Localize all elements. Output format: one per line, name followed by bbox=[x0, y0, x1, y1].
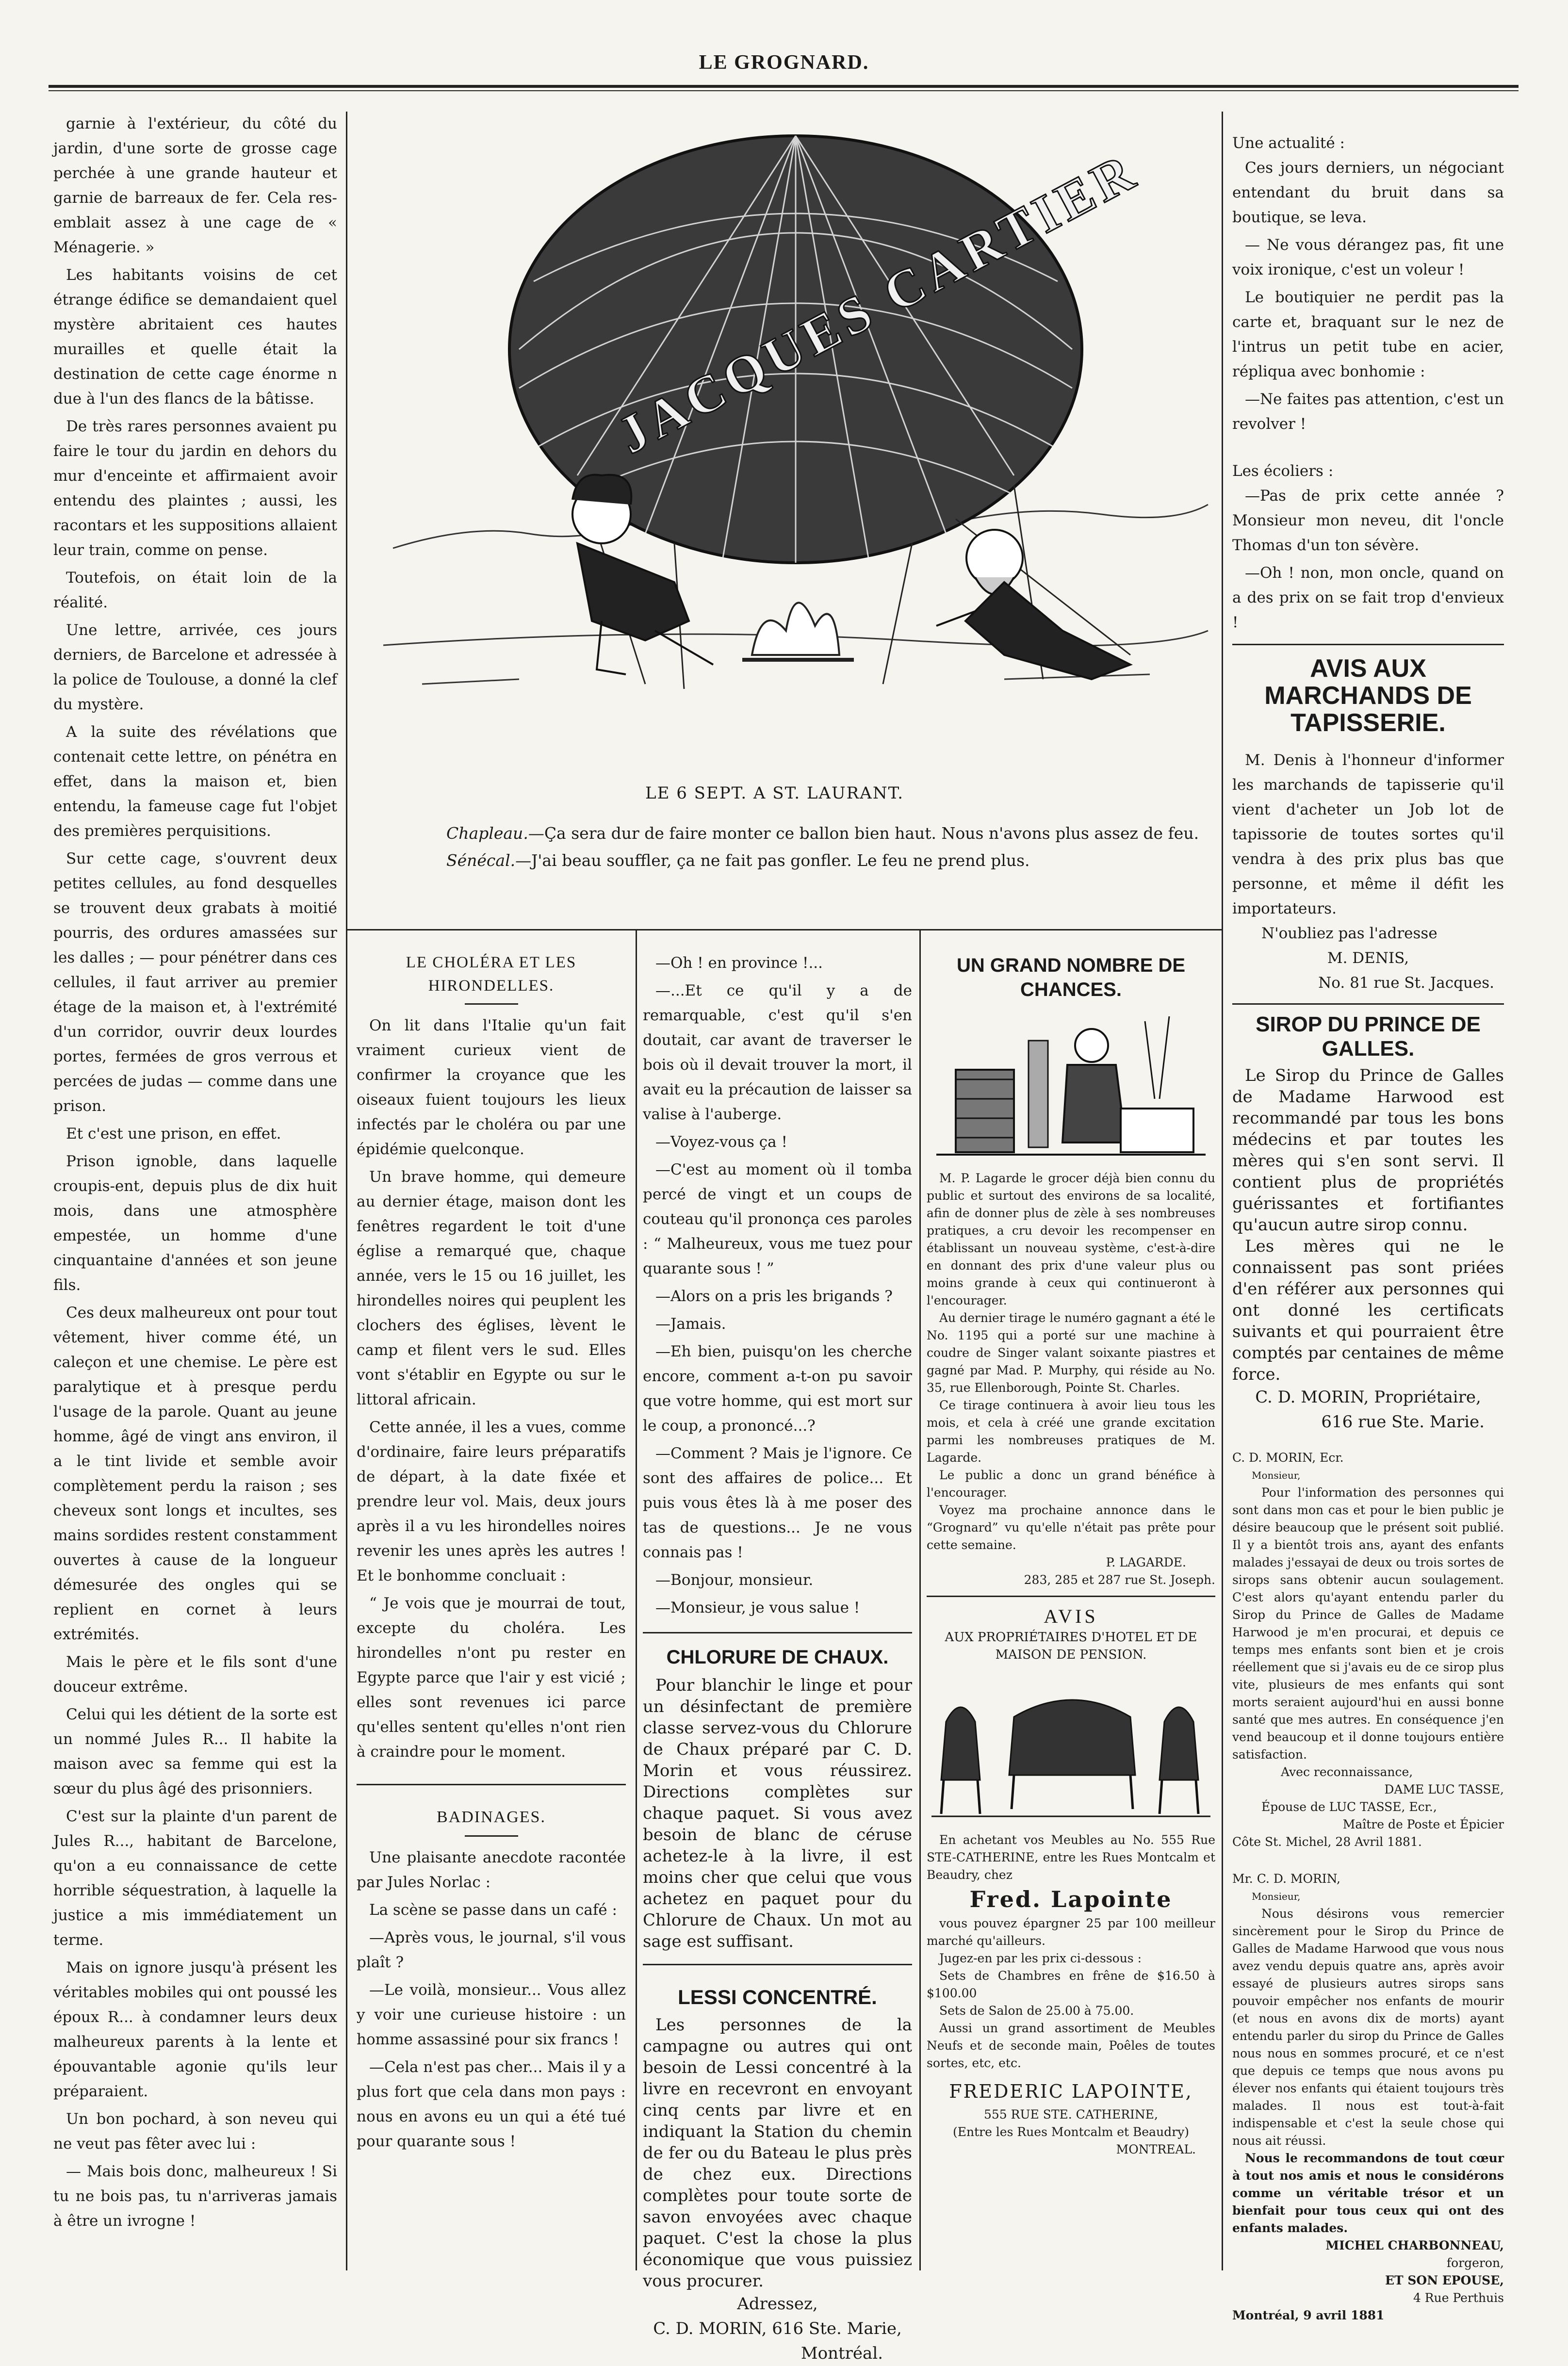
letter1-body: Pour l'information des personnes qui sont dans mon cas et pour le bien public je désire beaucoup que le présent soit publié. Il y a bientôt trois ans, ayant des enfants malades j'essayai de deux ou trois sortes de sirops sans obtenir aucun soulagement. C'est alors qu'ayant entendu parler du Sirop du Prince de Galles de Madame Harwood je m'en procurai, et depuis ce temps mes enfants sont bien et je crois réellement que si j'avais eu de ce sirop plus vite, plusieurs de mes enfants qui sont morts seraient aujourd'hui en aussi bonne santé que mes autres. En conséquence j'en vend beaucoup et il donne toujours entière satisfaction. bbox=[1232, 1485, 1504, 1762]
ecoliers-paragraph: —Oh ! non, mon oncle, quand on a des prix on se fait trop d'envieux ! bbox=[1232, 564, 1504, 631]
avis-tapisserie-heading: AVIS AUX MARCHANDS DE TAPISSERIE. bbox=[1264, 654, 1472, 737]
dialogue-text-1: —Ça sera dur de faire monter ce ballon bien haut. Nous n'avons plus assez de feu. bbox=[528, 824, 1199, 843]
cartoon-caption bbox=[645, 783, 985, 803]
avis-tapisserie-line1: N'oubliez pas l'adresse bbox=[1261, 925, 1437, 942]
heading-rule bbox=[465, 1835, 518, 1837]
chlorure-heading: CHLORURE DE CHAUX. bbox=[666, 1647, 889, 1668]
column-divider bbox=[346, 112, 347, 2270]
badinages-paragraph: —Comment ? Mais je l'ignore. Ce sont des affaires de police... Et puis vous êtes là à me poser des tas de questions... Je ne vous connais pas ! bbox=[643, 1445, 912, 1561]
article-paragraph: Et c'est une prison, en effet. bbox=[66, 1125, 281, 1142]
badinages-paragraph: —Bonjour, monsieur. bbox=[655, 1571, 814, 1589]
article-paragraph: Un bon pochard, à son neveu qui ne veut pas fêter avec lui : bbox=[53, 2110, 337, 2153]
avis-meubles-p1: En achetant vos Meubles au No. 555 Rue STE-CATHERINE, entre les Rues Montcalm et Beaudry, chez bbox=[927, 1833, 1215, 1882]
article-paragraph: A la suite des révélations que contenait cette lettre, on pénétra en effet, dans la maison et, bien entendu, la fameuse cage fut l'objet des premières perquisitions. bbox=[53, 723, 337, 840]
cholera-paragraph: Cette année, il les a vues, comme d'ordinaire, faire leurs préparatifs de départ, à la date fixée et prendre leur vol. Mais, deux jours après il a vu les hirondelles noires revenir les unes après les autres ! Et le bonhomme concluait : bbox=[357, 1419, 626, 1584]
column-5 bbox=[1232, 131, 1504, 2322]
lessi-address-3: Montréal. bbox=[800, 2344, 883, 2363]
article-paragraph: Les habitants voisins de cet étrange édifice se demandaient quel mystère abritaient ces hautes murailles et quelle était la destination de cette cage énorme n due à l'un des flancs de la bâtisse. bbox=[53, 266, 337, 408]
cholera-paragraph: Un brave homme, qui demeure au dernier étage, maison dont les fenêtres regardent le toit d'une église a remarqué que, chaque année, vers le 15 ou 16 juillet, les hirondelles noires qui peuplent les clochers des églises, lèvent le camp et filent vers le sud. Elles vont s'établir en Egypte ou sur le littoral africain. bbox=[357, 1168, 626, 1408]
top-rule-thin bbox=[49, 90, 1519, 91]
ecoliers-body bbox=[1232, 484, 1504, 635]
article-paragraph: Mais on ignore jusqu'à présent les véritables mobiles qui ont poussé les époux R... à condamner leurs deux malheureux parents à la lente et épouvantable agonie qu'ils leur préparaient. bbox=[53, 1959, 337, 2100]
avis-meubles-address-1: 555 RUE STE. CATHERINE, bbox=[983, 2107, 1158, 2121]
chlorure-text: Pour blanchir le linge et pour un désinfectant de première classe servez-vous du Chlorure de Chaux préparé par C. D. Morin et vous réussirez. Directions complètes sur chaque paquet. Si vous avez besoin de blanc de céruse achetez-le à la livre, il est moins cher que celui que vous achetez en paquet pour du Chlorure de Chaux. Un mot au sage est suffisant. bbox=[643, 1676, 912, 1951]
article-paragraph: garnie à l'extérieur, du côté du jardin, d'une sorte de grosse cage perchée à une grande hauteur et garnie de barreaux de fer. Cela res-emblait assez à une cage de « Ménagerie. » bbox=[53, 115, 337, 256]
badinages-body bbox=[357, 1845, 626, 2154]
chances-address: 283, 285 et 287 rue St. Joseph. bbox=[1024, 1573, 1215, 1587]
article-paragraph: Prison ignoble, dans laquelle croupis-ent, depuis plus de dix huit mois, dans une atmosphère empestée, un homme d'une cinquantaine d'années et son jeune fils. bbox=[53, 1153, 337, 1294]
dialogue-text-2: —J'ai beau souffler, ça ne fait pas gonfler. Le feu ne prend plus. bbox=[515, 851, 1030, 870]
cartoon-dialogue bbox=[369, 820, 1203, 874]
article-paragraph: Une lettre, arrivée, ces jours derniers, de Barcelone et adressée à la police de Toulouse, a donné la clef du mystère. bbox=[53, 621, 337, 713]
actualite-paragraph: — Ne vous dérangez pas, fit une voix ironique, c'est un voleur ! bbox=[1232, 236, 1504, 278]
furniture-engraving bbox=[927, 1664, 1215, 1824]
cartoon-drawing bbox=[374, 97, 1218, 786]
avis-tapisserie-text: M. Denis à l'honneur d'informer les marchands de tapisserie qu'il vient d'acheter un Job lot de tapissorie de toutes sortes qu'il vendra à des prix plus bas que personne, et même il défit les importateurs. bbox=[1232, 751, 1504, 917]
article-paragraph: Celui qui les détient de la sorte est un nommé Jules R... Il habite la maison avec sa femme qui est la sœur du plus âgé des prisonniers. bbox=[53, 1706, 337, 1797]
badinages-paragraph: —C'est au moment où il tomba percé de vingt et un coups de couteau qu'il prononça ces paroles : “ Malheureux, vous me tuez pour quarante sous ! ” bbox=[643, 1161, 912, 1277]
article-paragraph: — Mais bois donc, malheureux ! Si tu ne bois pas, tu n'arriveras jamais à être un ivrogne ! bbox=[53, 2163, 337, 2230]
actualite-body bbox=[1232, 156, 1504, 437]
avis-meubles-p2: vous pouvez épargner 25 par 100 meilleur marché qu'ailleurs. bbox=[927, 1916, 1215, 1948]
column-4 bbox=[927, 953, 1215, 2273]
dialogue-line-1 bbox=[369, 820, 1203, 847]
speaker-senecal: Sénécal. bbox=[446, 851, 516, 870]
column-divider bbox=[919, 930, 921, 2270]
sirop-heading: SIROP DU PRINCE DE GALLES. bbox=[1256, 1012, 1481, 1061]
letter2-sig-4: 4 Rue Perthuis bbox=[1413, 2291, 1504, 2305]
badinages-paragraph: —Le voilà, monsieur... Vous allez y voir une curieuse histoire : un homme assassiné pour six francs ! bbox=[357, 1981, 626, 2048]
cholera-heading: LE CHOLÉRA ET LES HIRONDELLES. bbox=[406, 954, 577, 995]
badinages-paragraph: —Oh ! en province !... bbox=[655, 954, 823, 972]
lessi-address-1: Adressez, bbox=[737, 2294, 818, 2314]
badinages-paragraph: —...Et ce qu'il y a de remarquable, c'est qu'il s'en doutait, car avant de traverser le bois où il devait trouver la mort, il avait eu la précaution de laisser sa valise à l'auberge. bbox=[643, 982, 912, 1123]
column-divider bbox=[1222, 112, 1223, 2270]
article-paragraph: Mais le père et le fils sont d'une douceur extrême. bbox=[53, 1653, 337, 1696]
article-paragraph: Sur cette cage, s'ouvrent deux petites cellules, au fond desquelles se trouvent deux grabats à moitié pourris, des ordures amassées sur les dalles ; — pour pénétrer dans ces cellules, il faut arriver au premier étage de la maison et, à l'extrémité d'un corridor, ouvrir deux lourdes portes, fermées de gros verrous et percées de judas — comme dans une prison. bbox=[53, 850, 337, 1115]
avis-tapisserie-line2: M. DENIS, bbox=[1327, 949, 1409, 967]
balloon-lettering: JACQUES CARTIER bbox=[608, 140, 1147, 465]
chances-heading: UN GRAND NOMBRE DE CHANCES. bbox=[956, 955, 1186, 1000]
letter1-sig-4: Côte St. Michel, 28 Avril 1881. bbox=[1232, 1835, 1422, 1849]
lessi-heading: LESSI CONCENTRÉ. bbox=[678, 1986, 877, 2008]
letter2-body: Nous désirons vous remercier sincèrement pour le Sirop du Prince de Galles de Madame Harwood que vous nous avez vendu depuis quatre ans, après avoir essayé de plusieurs autres sirops sans pouvoir empêcher nos enfants de mourir (et nous en avons dix de morts) ayant entendu parler du sirop du Prince de Galles nous nous en sommes procuré, et ce n'est que depuis ce temps que nous avons pu élever nos enfants qui étaient toujours très malades. Il nous est tout-à-fait indispensable et c'est la seule chose qui nous ait réussi. bbox=[1232, 1907, 1504, 2148]
avis-meubles-p4: Sets de Chambres en frêne de $16.50 à $100.00 bbox=[927, 1969, 1215, 2000]
column-divider bbox=[636, 930, 637, 2270]
avis-meubles-subheading: AUX PROPRIÉTAIRES D'HOTEL ET DE MAISON DE PENSION. bbox=[945, 1630, 1197, 1662]
chances-signature: P. LAGARDE. bbox=[1106, 1555, 1186, 1569]
badinages-paragraph: —Monsieur, je vous salue ! bbox=[655, 1599, 860, 1616]
actualite-paragraph: —Ne faites pas attention, c'est un revolver ! bbox=[1232, 391, 1504, 433]
badinages-paragraph: —Cela n'est pas cher... Mais il y a plus fort que cela dans mon pays : nous en avons eu un qui a été tué pour quarante sous ! bbox=[357, 2058, 626, 2150]
chances-p2: Au dernier tirage le numéro gagnant a été le No. 1195 qui a porté sur une machine à coudre de Singer valant soixante piastres et gagné par Mad. P. Murphy, qui réside au No. 35, rue Ellenborough, Pointe St. Charles. bbox=[927, 1311, 1215, 1395]
badinages-paragraph: Une plaisante anecdote racontée par Jules Norlac : bbox=[357, 1849, 626, 1891]
sirop-signature-1: C. D. MORIN, Propriétaire, bbox=[1255, 1387, 1481, 1407]
actualite-paragraph: Ces jours derniers, un négociant entendant du bruit dans sa boutique, se leva. bbox=[1232, 159, 1504, 226]
avis-meubles-signature: FREDERIC LAPOINTE, bbox=[949, 2081, 1193, 2102]
column-1-article bbox=[53, 112, 337, 2266]
sirop-signature-2: 616 rue Ste. Marie. bbox=[1321, 1412, 1485, 1432]
sirop-text-1: Le Sirop du Prince de Galles de Madame Harwood est recommandé par tous les bons médecins et par toutes les mères qui s'en sont servi. Il contient plus de propriétés guérissantes et fortifiantes qu'aucun autre sirop connu. bbox=[1232, 1066, 1504, 1235]
lessi-text: Les personnes de la campagne ou autres qui ont besoin de Lessi concentré à la livre en recevront en envoyant cinq cents par livre et en indiquant la Station du chemin de fer ou du Bateau le plus près de chez eux. Directions complètes pour toute sorte de savon envoyées avec chaque paquet. C'est la chose la plus économique que vous puissiez vous procurer. bbox=[643, 2015, 912, 2291]
cholera-body bbox=[357, 1013, 626, 1764]
badinages-paragraph: —Alors on a pris les brigands ? bbox=[655, 1288, 893, 1305]
avis-meubles-address-2: (Entre les Rues Montcalm et Beaudry) bbox=[952, 2125, 1190, 2139]
cholera-paragraph: On lit dans l'Italie qu'un fait vraiment curieux vient de confirmer la croyance que les oiseaux fuient toujours les lieux infectés par le choléra ou par une épidémie quelconque. bbox=[357, 1017, 626, 1158]
masthead: LE GROGNARD. bbox=[699, 51, 869, 74]
badinages-heading: BADINAGES. bbox=[437, 1808, 546, 1826]
letter1-sig-3: Maître de Poste et Épicier bbox=[1342, 1817, 1504, 1831]
letter2-salutation: Monsieur, bbox=[1252, 1891, 1301, 1902]
letter1-closing: Avec reconnaissance, bbox=[1281, 1765, 1413, 1779]
cholera-paragraph: “ Je vois que je mourrai de tout, excepte du choléra. Les hirondelles n'ont pu rester en Egypte parce que l'air y est vicié ; elles sont revenues ici parce qu'elles sentent qu'elles n'ont rien à craindre pour le moment. bbox=[357, 1595, 626, 1761]
grocer-engraving bbox=[927, 1002, 1215, 1162]
avis-meubles-p5: Sets de Salon de 25.00 à 75.00. bbox=[939, 2004, 1134, 2018]
sirop-text-2: Les mères qui ne le connaissent pas sont priées d'en référer aux personnes qui ont donné les certificats suivants et qui pourraient être comptés par centaines de même force. bbox=[1232, 1237, 1504, 1384]
chances-p3: Ce tirage continuera à avoir lieu tous les mois, et cela à créé une grande excitation parmi les nombreuses pratiques de M. Lagarde. bbox=[927, 1398, 1215, 1465]
avis-meubles-name: Fred. Lapointe bbox=[969, 1886, 1173, 1912]
letter2-recipient: Mr. C. D. MORIN, bbox=[1232, 1872, 1340, 1886]
chances-p1: M. P. Lagarde le grocer déjà bien connu du public et surtout des environs de sa localité, afin de donner plus de zèle à ses nombreuses pratiques, a cru devoir les recompenser en établissant un nouveau système, c'est-à-dire en donnant des prix d'une valeur plus ou moins grande à ceux qui continueront à l'encourager. bbox=[927, 1171, 1215, 1307]
ecoliers-heading: Les écoliers : bbox=[1232, 462, 1334, 480]
avis-meubles-p6: Aussi un grand assortiment de Meubles Neufs et de seconde main, Poêles de toutes sortes, etc, etc. bbox=[927, 2021, 1215, 2070]
ecoliers-paragraph: —Pas de prix cette année ? Monsieur mon neveu, dit l'oncle Thomas d'un ton sévère. bbox=[1232, 487, 1504, 554]
article-paragraph: Ces deux malheureux ont pour tout vêtement, hiver comme été, un caleçon et une chemise. Le père est paralytique et à presque perdu l'usage de la parole. Quant au jeune homme, âgé de vingt ans environ, il a le tint livide et semble avoir complètement perdu la raison ; ses cheveux sont longs et incultes, ses mains sordides restent constamment ouvertes à cause de la longueur démesurée des ongles qui se replient en cornet à leurs extrémités. bbox=[53, 1304, 337, 1643]
letter1-salutation: Monsieur, bbox=[1252, 1469, 1301, 1481]
badinages-paragraph: —Voyez-vous ça ! bbox=[655, 1133, 787, 1151]
letter1-recipient: C. D. MORIN, Ecr. bbox=[1232, 1451, 1344, 1465]
avis-meubles-heading: AVIS bbox=[1044, 1605, 1098, 1627]
cartoon-bottom-rule bbox=[346, 929, 1222, 930]
column-3 bbox=[643, 951, 912, 2363]
top-rule bbox=[49, 85, 1519, 88]
column-2 bbox=[357, 951, 626, 2270]
balloon-cartoon bbox=[374, 97, 1218, 786]
letter1-sig-2: Épouse de LUC TASSE, Ecr., bbox=[1261, 1800, 1437, 1814]
letter2-sig-3: ET SON EPOUSE, bbox=[1385, 2273, 1504, 2287]
letter2-sig-2: forgeron, bbox=[1446, 2256, 1504, 2270]
letter2-date: Montréal, 9 avril 1881 bbox=[1232, 2308, 1385, 2322]
avis-meubles-p3: Jugez-en par les prix ci-dessous : bbox=[939, 1951, 1142, 1965]
article-paragraph: C'est sur la plainte d'un parent de Jules R..., habitant de Barcelone, qu'on a eu connaissance de cette horrible séquestration, à laquelle la justice a mis immédiatement un terme. bbox=[53, 1808, 337, 1949]
badinages-continued bbox=[643, 951, 912, 1620]
actualite-heading: Une actualité : bbox=[1232, 134, 1345, 152]
speaker-chapleau: Chapleau. bbox=[446, 824, 528, 843]
letter2-sig-1: MICHEL CHARBONNEAU, bbox=[1325, 2238, 1504, 2252]
avis-meubles-address-3: MONTREAL. bbox=[1116, 2142, 1196, 2156]
letter1-sig-1: DAME LUC TASSE, bbox=[1384, 1782, 1504, 1796]
dialogue-line-2 bbox=[369, 847, 1203, 874]
heading-rule bbox=[465, 1003, 518, 1005]
badinages-paragraph: —Eh bien, puisqu'on les cherche encore, comment a-t-on pu savoir que votre homme, qui est mort sur le coup, a prononcé...? bbox=[643, 1343, 912, 1435]
chances-p5: Voyez ma prochaine annonce dans le “Grognard” vu qu'elle n'était pas prête pour cette semaine. bbox=[927, 1503, 1215, 1552]
article-paragraph: Toutefois, on était loin de la réalité. bbox=[53, 569, 337, 611]
badinages-paragraph: —Après vous, le journal, s'il vous plaît ? bbox=[357, 1929, 626, 1971]
badinages-paragraph: La scène se passe dans un café : bbox=[369, 1901, 617, 1919]
actualite-paragraph: Le boutiquier ne perdit pas la carte et, braquant sur le nez de l'intrus un petit tube en acier, répliqua avec bonhomie : bbox=[1232, 289, 1504, 380]
chances-p4: Le public a donc un grand bénéfice à l'encourager. bbox=[927, 1468, 1215, 1500]
article-paragraph: De très rares personnes avaient pu faire le tour du jardin en dehors du mur d'enceinte et affirmaient avoir entendu des plaintes ; aussi, les racontars et les suppositions allaient leur train, comme on pense. bbox=[53, 418, 337, 559]
caption-title: LE 6 SEPT. A ST. LAURANT. bbox=[645, 783, 904, 803]
badinages-paragraph: —Jamais. bbox=[655, 1315, 726, 1333]
avis-tapisserie-line3: No. 81 rue St. Jacques. bbox=[1318, 974, 1494, 992]
letter2-body-2: Nous le recommandons de tout cœur à tout nos amis et nous le considérons comme un véritable trésor et un bienfait pour tous ceux qui ont des enfants malades. bbox=[1232, 2151, 1504, 2235]
lessi-address-2: C. D. MORIN, 616 Ste. Marie, bbox=[653, 2319, 902, 2338]
